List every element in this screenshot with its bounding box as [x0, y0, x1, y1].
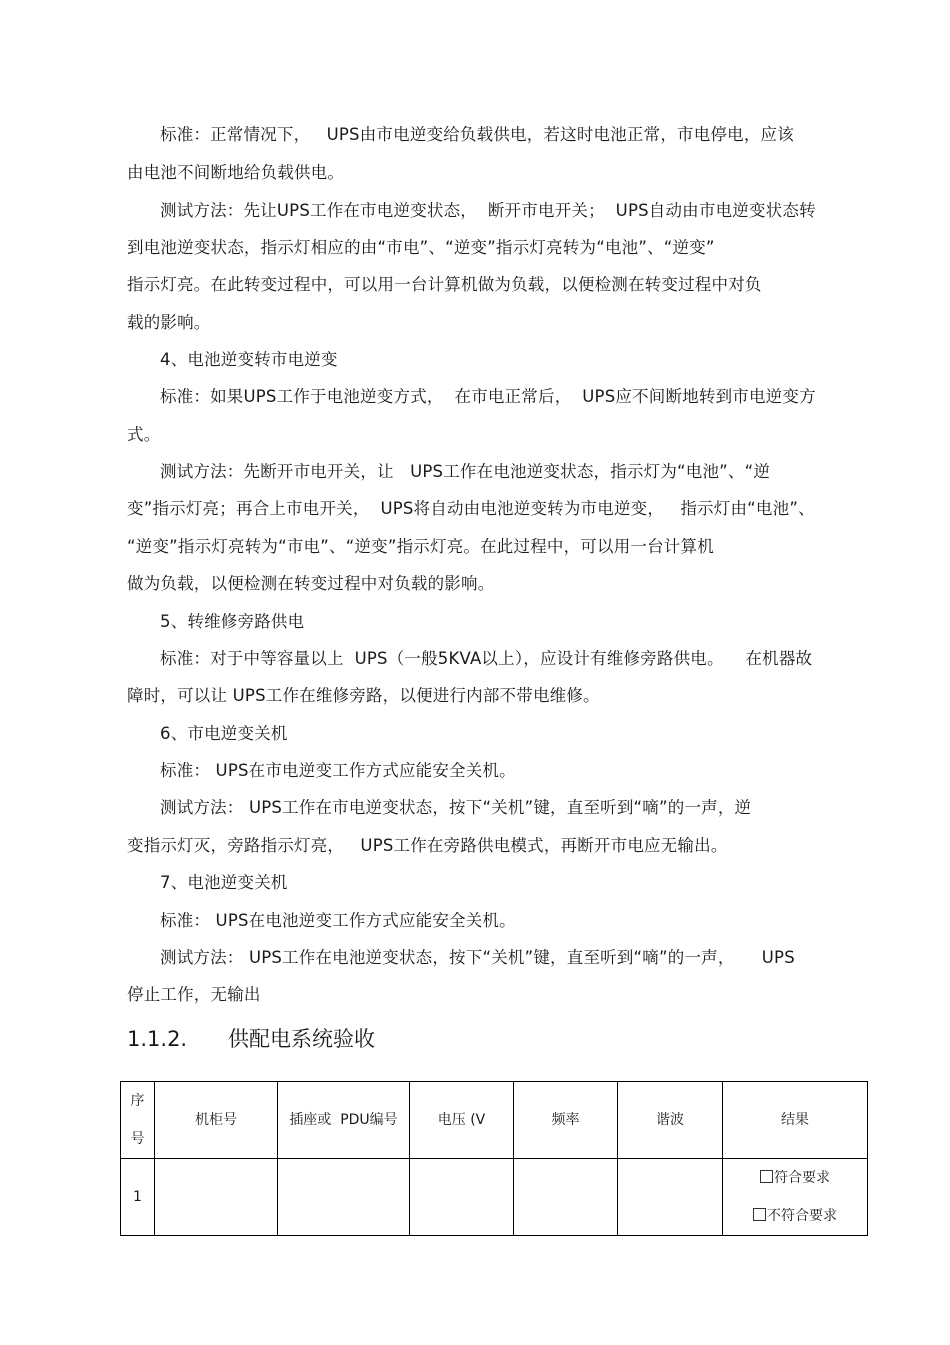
paragraph-line: 载的影响。	[127, 313, 211, 332]
paragraph-line: 测试方法： UPS工作在市电逆变状态，按下“关机”键，直至听到“嘀”的一声，逆	[160, 798, 752, 817]
section-title: 供配电系统验收	[228, 1027, 375, 1051]
cell-frequency[interactable]	[514, 1159, 618, 1236]
header-index: 序 号	[121, 1082, 155, 1159]
header-frequency: 频率	[514, 1082, 618, 1159]
cell-index: 1	[121, 1159, 155, 1236]
cell-cabinet[interactable]	[155, 1159, 278, 1236]
paragraph-line: 测试方法： UPS工作在电池逆变状态，按下“关机”键，直至听到“嘀”的一声， UPS	[160, 948, 795, 967]
paragraph-line: 指示灯亮。在此转变过程中，可以用一台计算机做为负载，以便检测在转变过程中对负	[127, 275, 762, 294]
paragraph-line: 测试方法：先断开市电开关，让 UPS工作在电池逆变状态，指示灯为“电池”、“逆	[160, 462, 771, 481]
option-fail[interactable]	[723, 1197, 867, 1235]
paragraph-line: 标准：对于中等容量以上 UPS（一般5KVA以上），应设计有维修旁路供电。 在机器故	[160, 649, 813, 668]
cell-result	[723, 1159, 868, 1236]
paragraph-line: 障时，可以让 UPS工作在维修旁路，以便进行内部不带电维修。	[127, 686, 600, 705]
paragraph-line: 停止工作，无输出	[127, 985, 261, 1004]
option-pass[interactable]	[723, 1159, 867, 1197]
header-harmonics: 谐波	[618, 1082, 723, 1159]
checkbox-icon[interactable]	[760, 1170, 773, 1183]
subsection-title: 6、市电逆变关机	[160, 724, 288, 743]
section-number: 1.1.2.	[127, 1027, 188, 1051]
checkbox-icon[interactable]	[753, 1208, 766, 1221]
paragraph-line: 标准： UPS在电池逆变工作方式应能安全关机。	[160, 911, 516, 930]
paragraph-line: 式。	[127, 425, 161, 444]
header-voltage: 电压 (V	[410, 1082, 514, 1159]
header-cabinet: 机柜号	[155, 1082, 278, 1159]
acceptance-table	[120, 1081, 868, 1236]
paragraph-line: 做为负载，以便检测在转变过程中对负载的影响。	[127, 574, 495, 593]
option-fail-label: 不符合要求	[767, 1208, 837, 1224]
paragraph-line: 标准：如果UPS工作于电池逆变方式， 在市电正常后， UPS应不间断地转到市电逆变方	[160, 387, 816, 406]
table-row	[121, 1159, 868, 1236]
cell-outlet-pdu[interactable]	[278, 1159, 410, 1236]
paragraph-line: 到电池逆变状态，指示灯相应的由“市电”、“逆变”指示灯亮转为“电池”、“逆变”	[127, 238, 715, 257]
paragraph-line: 变指示灯灭，旁路指示灯亮， UPS工作在旁路供电模式，再断开市电应无输出。	[127, 836, 728, 855]
paragraph-line: “逆变”指示灯亮转为“市电”、“逆变”指示灯亮。在此过程中，可以用一台计算机	[127, 537, 714, 556]
paragraph-line: 标准：正常情况下， UPS由市电逆变给负载供电，若这时电池正常，市电停电，应该	[160, 125, 794, 144]
header-outlet-pdu: 插座或 PDU编号	[278, 1082, 410, 1159]
paragraph-line: 标准： UPS在市电逆变工作方式应能安全关机。	[160, 761, 516, 780]
paragraph-line: 由电池不间断地给负载供电。	[127, 163, 345, 182]
paragraph-line: 变”指示灯亮；再合上市电开关， UPS将自动由电池逆变转为市电逆变， 指示灯由“电池”、	[127, 499, 815, 518]
table-header-row	[121, 1082, 868, 1159]
subsection-title: 5、转维修旁路供电	[160, 612, 305, 631]
subsection-title: 7、电池逆变关机	[160, 873, 288, 892]
subsection-title: 4、电池逆变转市电逆变	[160, 350, 338, 369]
cell-harmonics[interactable]	[618, 1159, 723, 1236]
paragraph-line: 测试方法：先让UPS工作在市电逆变状态， 断开市电开关； UPS自动由市电逆变状态转	[160, 201, 816, 220]
cell-voltage[interactable]	[410, 1159, 514, 1236]
option-pass-label: 符合要求	[774, 1170, 830, 1186]
header-result: 结果	[723, 1082, 868, 1159]
